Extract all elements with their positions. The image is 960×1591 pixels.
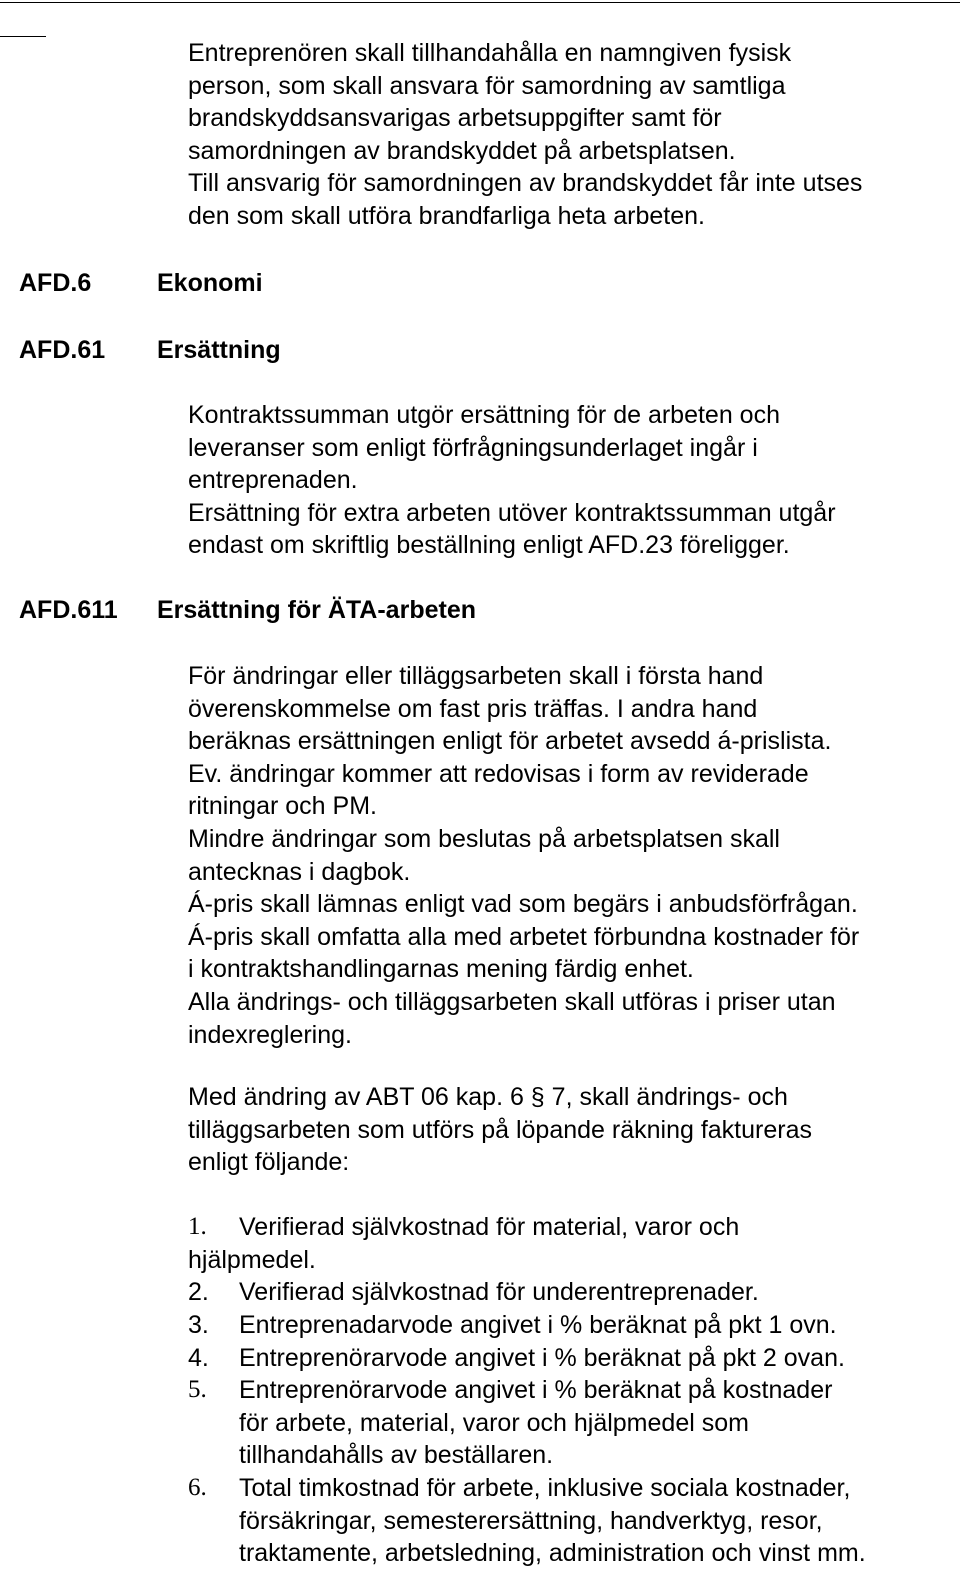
paragraph-line: ritningar och PM.: [188, 792, 377, 821]
paragraph-line: Ev. ändringar kommer att redovisas i form av reviderade: [188, 759, 809, 788]
paragraph-line: Kontraktssumman utgör ersättning för de arbeten och: [188, 401, 780, 429]
paragraph-line: beräknas ersättningen enligt för arbetet avsedd á-prislista.: [188, 727, 832, 756]
abt-paragraph: [188, 1081, 960, 1179]
list-item-continuation: hjälpmedel.: [188, 1245, 316, 1274]
paragraph-line: Med ändring av ABT 06 kap. 6 § 7, skall ändrings- och: [188, 1083, 788, 1111]
list-item-text: för arbete, material, varor och hjälpmedel som: [239, 1408, 749, 1437]
intro-line: den som skall utföra brandfarliga heta arbeten.: [188, 201, 705, 230]
top-rule: [0, 2, 960, 3]
paragraph-line: entreprenaden.: [188, 466, 358, 495]
section-code-afd611: AFD.611: [19, 596, 118, 624]
list-item-2: [188, 1276, 960, 1309]
intro-line: Till ansvarig för samordningen av brandskyddet får inte utses: [188, 169, 863, 198]
list-item-1: [188, 1211, 960, 1276]
list-number: 4.: [188, 1344, 209, 1372]
list-item-text: traktamente, arbetsledning, administration och vinst mm.: [239, 1539, 866, 1568]
list-item-3: [188, 1309, 960, 1342]
list-item-text: Verifierad självkostnad för material, varor och: [239, 1213, 740, 1241]
list-item-text: Entreprenörarvode angivet i % beräknat på pkt 2 ovan.: [239, 1344, 845, 1372]
intro-line: Entreprenören skall tillhandahålla en namngiven fysisk: [188, 39, 792, 67]
intro-line: person, som skall ansvara för samordning av samtliga: [188, 71, 786, 100]
paragraph-line: endast om skriftlig beställning enligt AFD.23 föreligger.: [188, 531, 790, 560]
list-number: 5.: [188, 1376, 207, 1403]
list-item-6: [188, 1472, 960, 1570]
header-short-rule: [0, 36, 46, 37]
paragraph-line: För ändringar eller tilläggsarbeten skall i första hand: [188, 662, 764, 690]
paragraph-line: enligt följande:: [188, 1148, 350, 1177]
paragraph-line: Á-pris skall lämnas enligt vad som begärs i anbudsförfrågan.: [188, 890, 858, 919]
list-item-text: tillhandahålls av beställaren.: [239, 1441, 554, 1470]
list-number: 1.: [188, 1213, 207, 1240]
intro-line: brandskyddsansvarigas arbetsuppgifter samt för: [188, 104, 722, 133]
list-number: 3.: [188, 1311, 209, 1339]
afd611-paragraph: [188, 660, 960, 1051]
afd61-paragraph: [188, 399, 960, 562]
section-code-afd6: AFD.6: [19, 269, 92, 297]
paragraph-line: tilläggsarbeten som utförs på löpande räkning faktureras: [188, 1115, 812, 1144]
list-item-text: Verifierad självkostnad för underentreprenader.: [239, 1278, 759, 1306]
section-code-afd61: AFD.61: [19, 336, 106, 364]
list-item-text: Entreprenörarvode angivet i % beräknat på kostnader: [239, 1376, 833, 1404]
section-title-ekonomi: Ekonomi: [157, 269, 263, 297]
list-item-4: [188, 1342, 960, 1375]
list-number: 6.: [188, 1474, 207, 1501]
list-item-text: försäkringar, semesterersättning, handverktyg, resor,: [239, 1506, 823, 1535]
list-item-text: Total timkostnad för arbete, inklusive sociala kostnader,: [239, 1474, 851, 1502]
paragraph-line: Á-pris skall omfatta alla med arbetet förbundna kostnader för: [188, 922, 860, 951]
intro-line: samordningen av brandskyddet på arbetsplatsen.: [188, 136, 736, 165]
paragraph-line: i kontraktshandlingarnas mening färdig enhet.: [188, 955, 694, 984]
section-title-ata-arbeten: Ersättning för ÄTA-arbeten: [157, 596, 476, 624]
intro-paragraph: [188, 37, 960, 233]
paragraph-line: indexreglering.: [188, 1020, 352, 1049]
list-item-text: Entreprenadarvode angivet i % beräknat på pkt 1 ovn.: [239, 1311, 837, 1339]
paragraph-line: antecknas i dagbok.: [188, 857, 411, 886]
paragraph-line: Mindre ändringar som beslutas på arbetsplatsen skall: [188, 824, 780, 853]
paragraph-line: Ersättning för extra arbeten utöver kontraktssumman utgår: [188, 498, 836, 527]
paragraph-line: Alla ändrings- och tilläggsarbeten skall utföras i priser utan: [188, 987, 836, 1016]
list-number: 2.: [188, 1278, 209, 1306]
paragraph-line: leveranser som enligt förfrågningsunderlaget ingår i: [188, 433, 758, 462]
list-item-5: [188, 1374, 960, 1472]
paragraph-line: överenskommelse om fast pris träffas. I andra hand: [188, 694, 758, 723]
section-title-ersattning: Ersättning: [157, 336, 281, 364]
